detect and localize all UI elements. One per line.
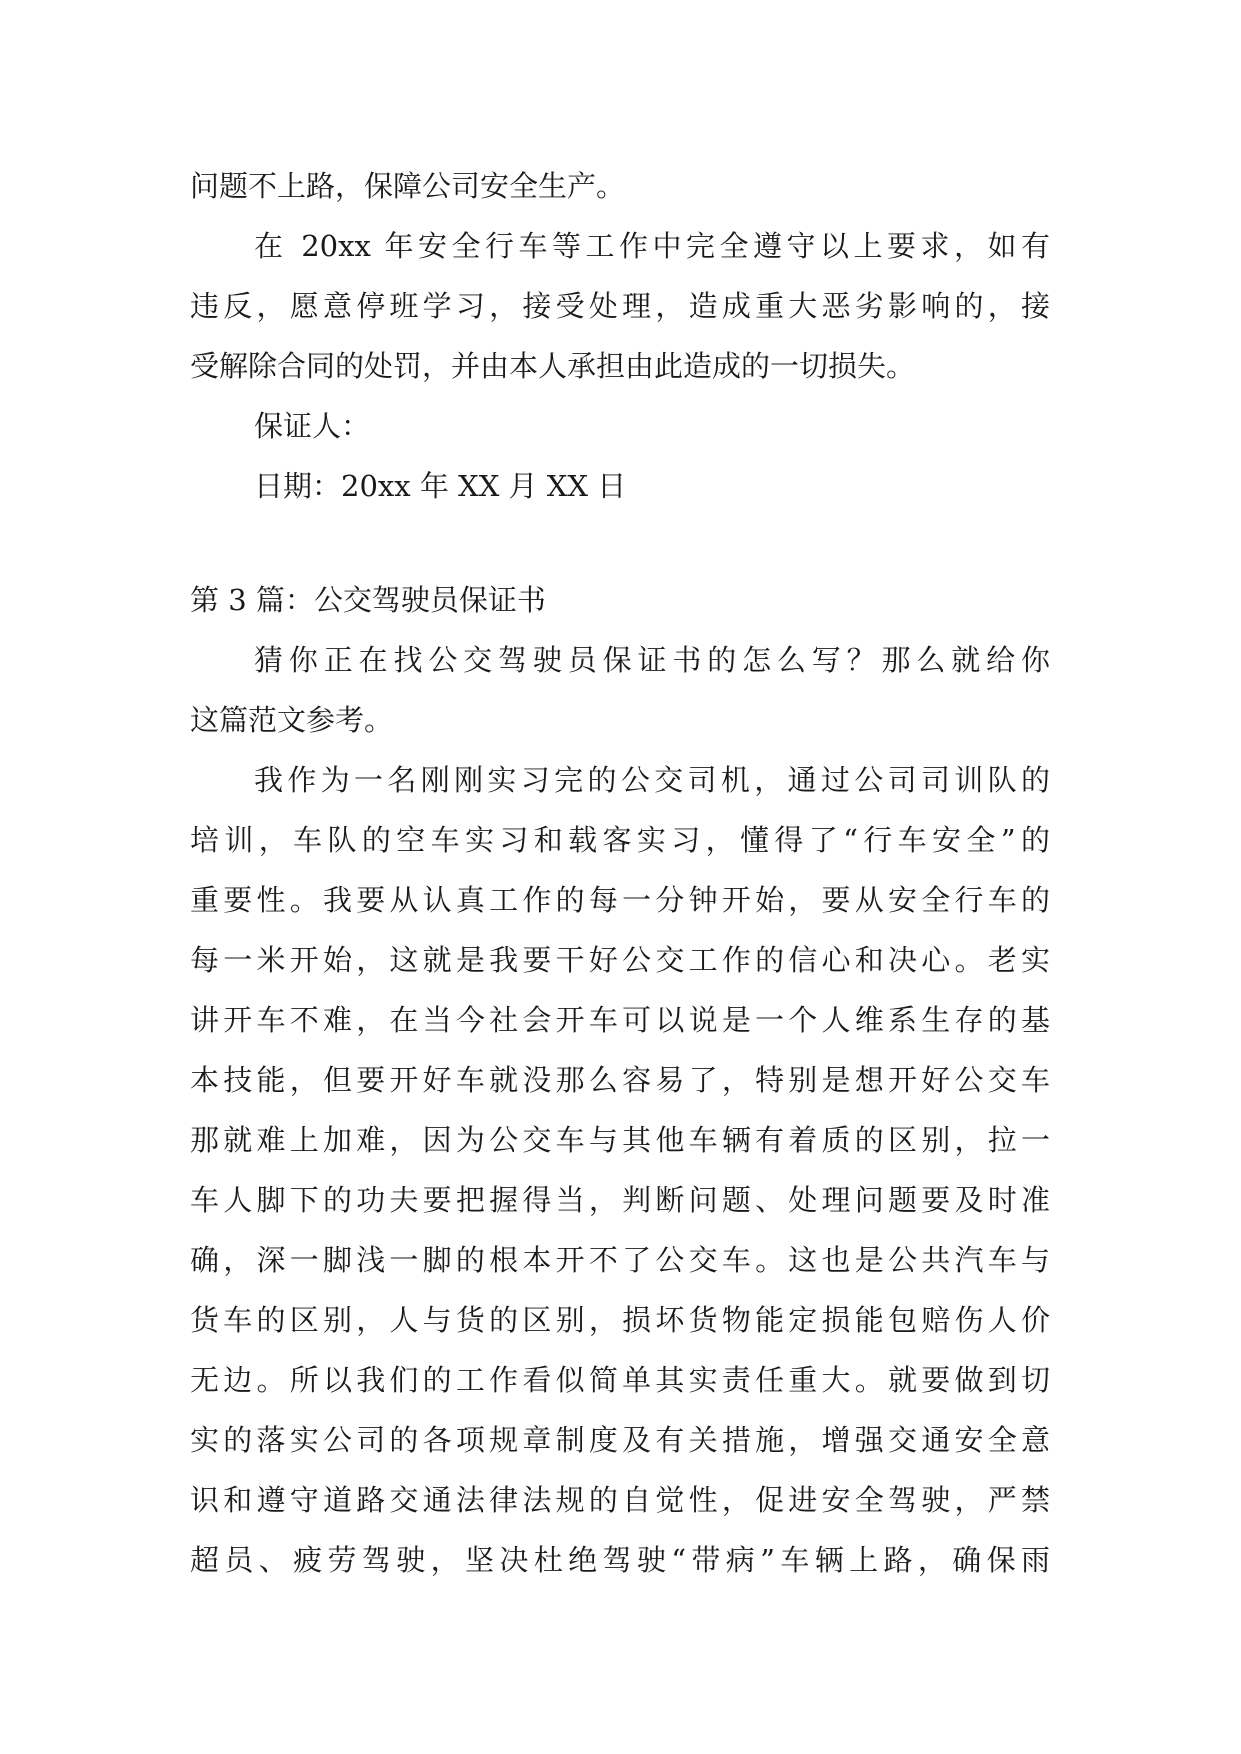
paragraph-line: 那就难上加难，因为公交车与其他车辆有着质的区别，拉一: [190, 1123, 1050, 1157]
paragraph-line: 问题不上路，保障公司安全生产。: [190, 169, 626, 203]
paragraph-line: 超员、疲劳驾驶，坚决杜绝驾驶“带病”车辆上路，确保雨: [190, 1543, 1050, 1577]
paragraph-line: 讲开车不难，在当今社会开车可以说是一个人维系生存的基: [190, 1003, 1050, 1037]
paragraph-line: 在 20xx 年安全行车等工作中完全遵守以上要求，如有: [254, 229, 1050, 263]
paragraph-line: 车人脚下的功夫要把握得当，判断问题、处理问题要及时准: [190, 1183, 1050, 1217]
paragraph-line: 货车的区别，人与货的区别，损坏货物能定损能包赔伤人价: [190, 1303, 1050, 1337]
paragraph-line: 我作为一名刚刚实习完的公交司机，通过公司司训队的: [254, 763, 1050, 797]
paragraph-line: 这篇范文参考。: [190, 703, 394, 737]
paragraph-line: 受解除合同的处罚，并由本人承担由此造成的一切损失。: [190, 349, 916, 383]
paragraph-line: 无边。所以我们的工作看似简单其实责任重大。就要做到切: [190, 1363, 1050, 1397]
paragraph-line: 培训，车队的空车实习和载客实习，懂得了“行车安全”的: [190, 823, 1050, 857]
paragraph-line: 确，深一脚浅一脚的根本开不了公交车。这也是公共汽车与: [190, 1243, 1050, 1277]
paragraph-line: 本技能，但要开好车就没那么容易了，特别是想开好公交车: [190, 1063, 1050, 1097]
paragraph-line: 猜你正在找公交驾驶员保证书的怎么写？那么就给你: [254, 643, 1050, 677]
paragraph-line: 每一米开始，这就是我要干好公交工作的信心和决心。老实: [190, 943, 1050, 977]
paragraph-line: 实的落实公司的各项规章制度及有关措施，增强交通安全意: [190, 1423, 1050, 1457]
signature-label: 保证人：: [254, 409, 371, 443]
section-heading: 第 3 篇：公交驾驶员保证书: [190, 583, 546, 617]
paragraph-line: 识和遵守道路交通法律法规的自觉性，促进安全驾驶，严禁: [190, 1483, 1050, 1517]
paragraph-line: 违反，愿意停班学习，接受处理，造成重大恶劣影响的，接: [190, 289, 1050, 323]
date-line: 日期：20xx 年 XX 月 XX 日: [254, 469, 627, 503]
paragraph-line: 重要性。我要从认真工作的每一分钟开始，要从安全行车的: [190, 883, 1050, 917]
